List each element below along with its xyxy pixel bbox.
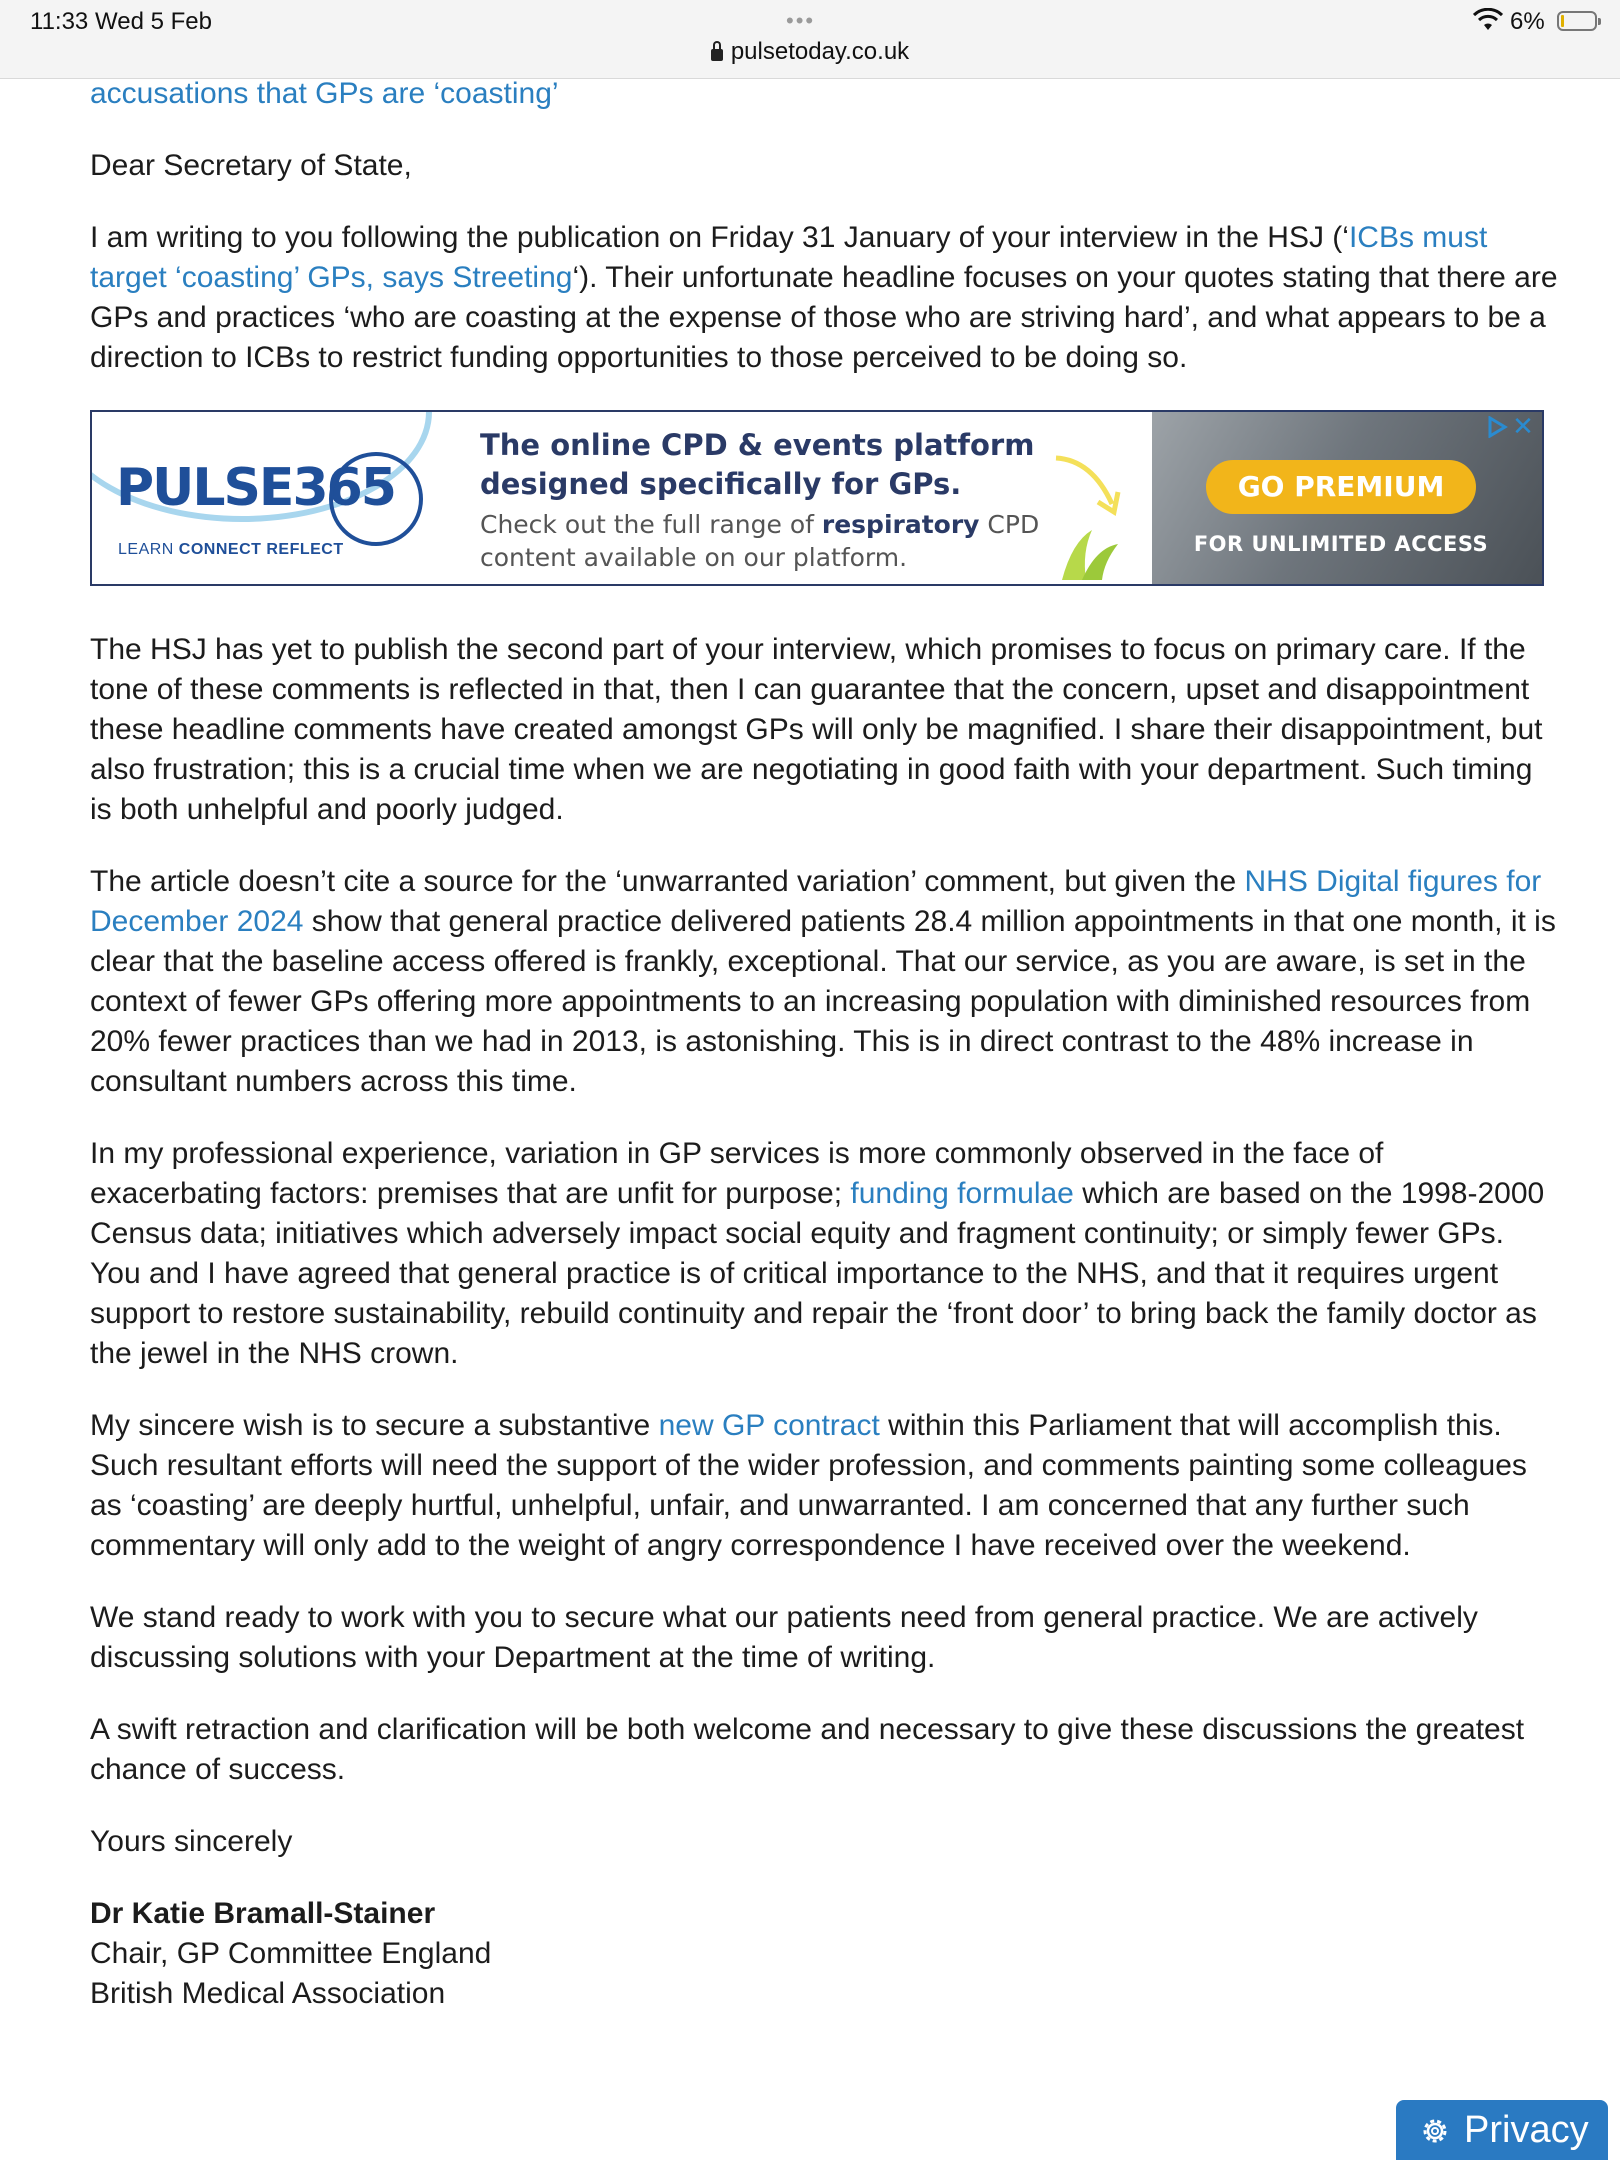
funding-formulae-link[interactable]: funding formulae [850,1177,1074,1210]
ad-tagline: LEARN CONNECT REFLECT [118,541,344,558]
closing: Yours sincerely [90,1825,293,1858]
multitasking-dots[interactable]: ••• [786,8,816,33]
paragraph: We stand ready to work with you to secure what our patients need from general practice. We are actively discussing solutions with your Department at the time of writing. [90,1601,1478,1674]
status-date: Wed 5 Feb [95,8,212,35]
url-text: pulsetoday.co.uk [730,38,910,65]
salutation: Dear Secretary of State, [90,149,412,182]
signatory-organisation: British Medical Association [90,1977,446,2010]
status-time: 11:33 [30,8,89,35]
hsj-article-link[interactable]: ICBs must target ‘coasting’ GPs, says Streeting [90,221,1488,294]
arrow-icon [1052,452,1132,522]
ad-subtext: Check out the full range of respiratory CPD content available on our platform. [480,510,1040,572]
lock-icon [711,49,723,61]
wifi-icon [1473,8,1503,32]
paragraph: The article doesn’t cite a source for the ‘unwarranted variation’ comment, but given the NHS Digital figures for December 2024 show that general practice delivered patients 28.4 million appointments in that one month, it is clear that the baseline access offered is frankly, exceptional. That our service, as you are aware, is set in the context of fewer GPs offering more appointments to an increasing population with diminished resources from 20% fewer practices than we had in 2013, is astonishing. This is in direct contrast to the 48% increase in consultant numbers across this time. [90,865,1556,1098]
privacy-button[interactable] [1396,2100,1608,2160]
signature-block [90,1894,1560,2014]
leaf-icon [1052,522,1122,582]
ad-headline: The online CPD & events platform designed specifically for GPs. [480,428,1035,501]
nhs-digital-link[interactable]: NHS Digital figures for December 2024 [90,865,1542,938]
address-bar[interactable] [0,38,1620,66]
signatory-name: Dr Katie Bramall-Stainer [90,1897,436,1930]
pulse365-logo: PULSE365 [116,458,395,518]
go-premium-button[interactable]: GO PREMIUM [1206,460,1476,514]
privacy-label: Privacy [1464,2109,1589,2151]
article-body [90,74,1560,2014]
browser-status-bar [0,0,1620,79]
paragraph: I am writing to you following the publication on Friday 31 January of your interview in the HSJ (‘ICBs must target ‘coasting’ GPs, says Streeting‘). Their unfortunate headline focuses on your quotes stating that there are GPs and practices ‘who are coasting at the expense of those who are striving hard’, and what appears to be a direction to ICBs to restrict funding opportunities to those perceived to be doing so. [90,221,1558,374]
paragraph: My sincere wish is to secure a substantive new GP contract within this Parliament that will accomplish this. Such resultant efforts will need the support of the wider profession, and comments painting some colleagues as ‘coasting’ are deeply hurtful, unhelpful, unfair, and unwarranted. I am concerned that any further such commentary will only add to the weight of angry correspondence I have received over the weekend. [90,1409,1527,1562]
signatory-title: Chair, GP Committee England [90,1937,492,1970]
ad-close-icon[interactable]: ✕ [1512,412,1534,442]
battery-percentage: 6% [1510,8,1545,35]
paragraph: A swift retraction and clarification will be both welcome and necessary to give these discussions the greatest chance of success. [90,1713,1525,1786]
related-article-link[interactable]: accusations that GPs are ‘coasting’ [90,77,559,110]
paragraph: In my professional experience, variation in GP services is more commonly observed in the face of exacerbating factors: premises that are unfit for purpose; funding formulae which are based on the 1998-2000 Census data; initiatives which adversely impact social equity and fragment continuity; or simply fewer GPs. You and I have agreed that general practice is of critical importance to the NHS, and that it requires urgent support to restore sustainability, rebuild continuity and repair the ‘front door’ to bring back the family doctor as the jewel in the NHS crown. [90,1137,1545,1370]
gear-icon [1420,2116,1450,2146]
battery-icon [1557,11,1597,31]
adchoices-icon[interactable] [1486,416,1508,438]
advertisement-banner[interactable] [90,410,1544,586]
paragraph: The HSJ has yet to publish the second part of your interview, which promises to focus on primary care. If the tone of these comments is reflected in that, then I can guarantee that the concern, upset and disappointment these headline comments have created amongst GPs will only be magnified. I share their disappointment, but also frustration; this is a crucial time when we are negotiating in good faith with your department. Such timing is both unhelpful and poorly judged. [90,633,1543,826]
ad-cta-subtext: FOR UNLIMITED ACCESS [1193,532,1489,556]
gp-contract-link[interactable]: new GP contract [658,1409,880,1442]
